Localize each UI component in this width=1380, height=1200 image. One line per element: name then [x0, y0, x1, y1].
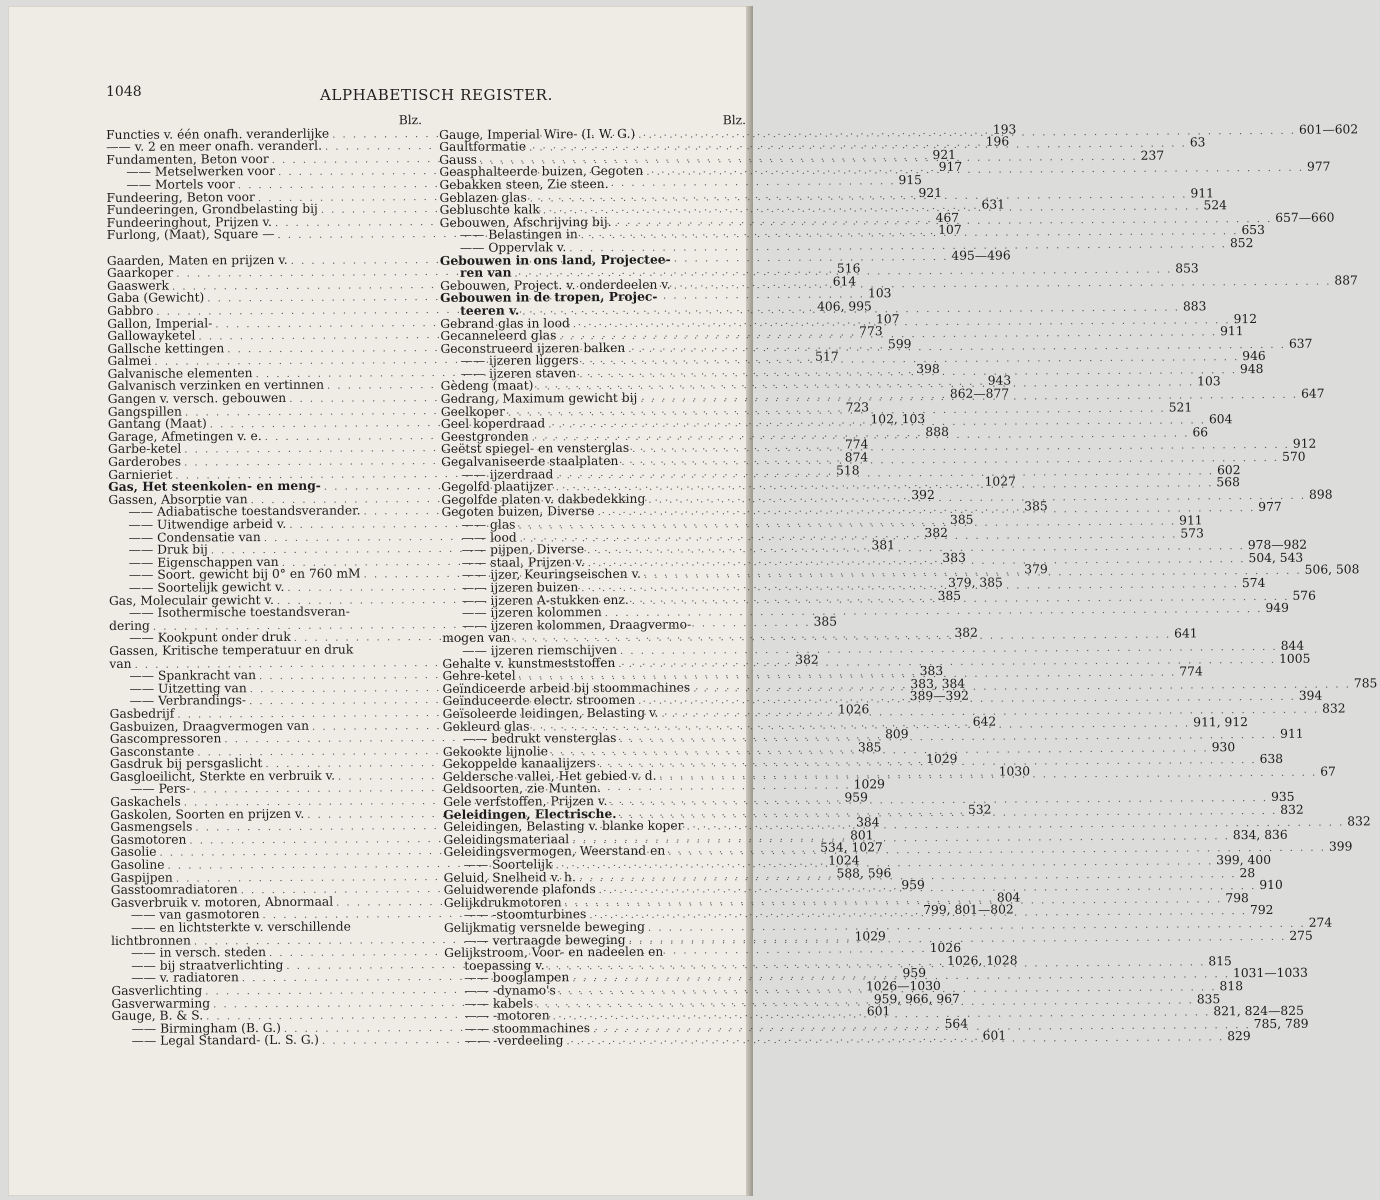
entry-page-ref: 495—496 — [951, 248, 1011, 263]
entry-page-ref: 785, 789 — [1253, 1016, 1309, 1031]
page-heading-label: Blz. — [722, 113, 747, 128]
entry-term: Garnieriet — [108, 467, 173, 482]
entry-term: Gallon, Imperial- — [107, 315, 213, 331]
entry-page-ref: 381 — [871, 538, 896, 553]
entry-term: —— Eigenschappen van — [128, 554, 279, 570]
entry-term: Gèdeng (maat) — [440, 378, 534, 394]
entry-term: Gaskachels — [110, 794, 181, 810]
entry-page-ref: 66 — [1192, 425, 1209, 440]
entry-page-ref: 406, 995 — [817, 299, 872, 314]
entry-page-ref: 978—982 — [1247, 537, 1308, 553]
entry-page-ref: 853 — [1175, 261, 1199, 276]
entry-page-ref: 1029 — [853, 777, 886, 792]
entry-term: teeren v. — [460, 302, 520, 318]
entry-term: Fundeering, Beton voor — [106, 189, 255, 205]
entry-page-ref: 67 — [1320, 764, 1336, 779]
entry-term: —— bij straatverlichting — [131, 957, 284, 973]
entry-page-ref: 946 — [1242, 349, 1266, 364]
entry-page-ref: 637 — [1288, 336, 1313, 351]
entry-page-ref: 948 — [1239, 361, 1264, 376]
entry-term: Gangen v. versch. gebouwen — [107, 390, 287, 407]
entry-page-ref: 570 — [1282, 449, 1306, 464]
entry-term: Gegoten buizen, Diverse — [441, 504, 595, 520]
entry-page-ref: 504, 543 — [1248, 550, 1304, 565]
entry-term: Gauss — [439, 152, 478, 167]
entry-term: —— Verbrandings- — [129, 693, 247, 709]
entry-term: —— ijzeren A-stukken enz. — [461, 592, 629, 608]
entry-page-ref: 604 — [1208, 412, 1233, 427]
entry-page-ref: 383 — [919, 664, 944, 679]
entry-term: van — [109, 656, 132, 671]
entry-term: —— ijzer, Keuringseischen v. — [461, 567, 642, 583]
entry-page-ref: 915 — [898, 172, 923, 188]
entry-term: Gegolfd plaatijzer — [441, 479, 553, 495]
entry-term: —— Oppervlak v. — [459, 240, 567, 255]
page-header — [106, 84, 746, 106]
entry-page-ref: 921 — [918, 185, 943, 200]
entry-term: Functies v. één onafh. veranderlijke — [106, 126, 330, 142]
entry-page-ref: 977 — [1306, 159, 1331, 175]
entry-page-ref: 107 — [875, 311, 900, 326]
entry-term: lichtbronnen — [110, 933, 191, 948]
entry-term: Gaarkoper — [106, 265, 174, 281]
entry-page-ref: 647 — [1300, 386, 1325, 401]
entry-page-ref: 773 — [859, 324, 883, 339]
entry-page-ref: 614 — [832, 274, 857, 289]
entry-term: Gebouwen, Project. v. onderdeelen v. — [439, 277, 671, 293]
entry-page-ref: 631 — [981, 197, 1006, 212]
entry-term: mogen van — [442, 630, 511, 646]
entry-term: Gasmotoren — [110, 832, 187, 847]
entry-term: —— ijzeren staven — [460, 366, 577, 381]
entry-page-ref: 653 — [1241, 223, 1265, 238]
entry-page-ref: 532 — [967, 802, 992, 817]
entry-term: —— ijzeren riemschijven — [462, 642, 618, 658]
entry-term: Gauge, B. & S. — [111, 1008, 204, 1024]
entry-term: Geleidingsvermogen, Weerstand en — [443, 844, 666, 860]
book-page — [8, 6, 1378, 1196]
entry-term: Gasconstante — [109, 744, 195, 759]
entry-page-ref: 821, 824—825 — [1213, 1003, 1304, 1019]
entry-term: —— Uitzetting van — [129, 680, 247, 696]
entry-term: Gebouwen in de tropen, Projec- — [440, 288, 658, 306]
entry-page-ref: 1026, 1028 — [947, 953, 1018, 968]
entry-term: Gelijkstroom, Voor- en nadeelen en — [444, 944, 664, 961]
entry-term: Gasolie — [110, 845, 157, 860]
entry-page-ref: 1030 — [998, 764, 1031, 779]
entry-page-ref: 524 — [1203, 198, 1228, 213]
entry-term: Gasverbruik v. motoren, Abnormaal — [110, 894, 334, 910]
entry-term: Gebrand glas in lood — [440, 315, 570, 331]
entry-term: —— glas — [461, 517, 516, 532]
entry-page-ref: 517 — [815, 349, 839, 364]
entry-term: Geïndiceerde arbeid bij stoommachines — [442, 680, 691, 696]
entry-term: Gaaswerk — [106, 278, 170, 293]
entry-term: Geluidwerende plafonds — [443, 882, 596, 898]
entry-term: toepassing v. — [464, 958, 545, 973]
entry-term: Gasstoomradiatoren — [110, 882, 238, 898]
entry-page-ref: 641 — [1174, 626, 1198, 641]
entry-term: Gehalte v. kunstmeststoffen — [442, 655, 616, 671]
entry-page-ref: 774 — [1179, 664, 1203, 679]
dot-leader — [629, 928, 1287, 948]
entry-term: —— Soort. gewicht bij 0° en 760 mM — [128, 566, 361, 583]
entry-term: —— Metselwerken voor — [126, 164, 276, 180]
entry-term: Gangspillen — [107, 404, 182, 419]
entry-term: Gasbedrijf — [109, 706, 175, 721]
entry-page-ref: 588, 596 — [836, 865, 892, 881]
entry-term: Geëtst spiegel- en vensterglas — [440, 441, 630, 457]
entry-page-ref: 943 — [987, 373, 1012, 389]
entry-page-ref: 921 — [932, 147, 956, 162]
entry-term: Gekleurd glas — [442, 718, 530, 734]
entry-page-ref: 844 — [1280, 638, 1305, 653]
entry-term: Gecanneleerd glas — [440, 328, 557, 344]
entry-term: Fundeeringhout, Prijzen v. — [106, 214, 272, 230]
entry-term: —— ijzeren liggers — [460, 353, 579, 369]
entry-page-ref: 274 — [1308, 915, 1333, 930]
entry-page-ref: 912 — [1292, 437, 1317, 452]
entry-page-ref: 576 — [1292, 588, 1316, 603]
entry-term: —— Uitwendige arbeid v. — [128, 516, 287, 532]
dot-leader — [674, 276, 1332, 293]
entry-page-ref: 723 — [845, 400, 870, 415]
entry-page-ref: 568 — [1216, 475, 1240, 490]
entry-term: Gantang (Maat) — [107, 416, 207, 432]
entry-term: Geldersche vallei, Het gebied v. d. — [442, 768, 657, 784]
entry-term: Gallowayketel — [107, 328, 196, 344]
entry-term: Geasphalteerde buizen, Gegoten — [439, 164, 644, 180]
entry-page-ref: 930 — [1211, 739, 1236, 754]
entry-term: Galmei — [107, 354, 152, 369]
entry-term: —— Soortelijk gewicht v. — [128, 579, 285, 595]
entry-page-ref: 389—392 — [909, 689, 970, 704]
entry-page-ref: 196 — [985, 134, 1010, 149]
entry-term: dering — [109, 618, 150, 633]
entry-page-ref: 959 — [844, 790, 868, 805]
entry-term: Gebluschte kalk — [439, 202, 540, 218]
entry-page-ref: 382 — [954, 626, 978, 641]
entry-page-ref: 809 — [884, 727, 909, 742]
entry-page-ref: 193 — [992, 122, 1017, 137]
entry-term: Gegalvaniseerde staalplaten — [441, 453, 619, 470]
entry-page-ref: 818 — [1219, 979, 1244, 994]
entry-page-ref: 911 — [1179, 513, 1203, 528]
entry-term: —— Legal Standard- (L. S. G.) — [131, 1033, 320, 1049]
entry-page-ref: 28 — [1239, 865, 1256, 880]
page-number: 1048 — [106, 84, 142, 100]
entry-term: Geel koperdraad — [440, 416, 546, 432]
entry-term: Gaspijpen — [110, 870, 173, 885]
entry-term: —— ijzeren buizen — [461, 580, 579, 595]
entry-page-ref: 385 — [1024, 499, 1048, 514]
entry-term: Gasgloeilicht, Sterkte en verbruik v. — [109, 768, 336, 784]
entry-page-ref: 799, 801—802 — [923, 902, 1014, 918]
entry-page-ref: 887 — [1334, 273, 1358, 288]
entry-page-ref: 516 — [836, 261, 861, 276]
entry-term: Gasdruk bij persgaslicht — [109, 756, 263, 772]
entry-page-ref: 804 — [996, 890, 1021, 905]
entry-term: —— ijzerdraad — [461, 466, 554, 482]
entry-term: Gauge, Imperial Wire- (I. W. G.) — [439, 126, 636, 142]
entry-term: —— bedrukt vensterglas — [462, 731, 617, 746]
entry-term: Gegolfde platen v. dakbedekking — [441, 491, 646, 507]
entry-page-ref: 564 — [944, 1016, 969, 1031]
entry-page-ref: 385 — [949, 512, 974, 527]
entry-term: ren van — [459, 264, 512, 280]
entry-page-ref: 801 — [850, 828, 874, 843]
entry-term: —— Belastingen in — [459, 227, 578, 243]
entry-term: Gasmengsels — [110, 819, 193, 835]
entry-term: Gasverlichting — [111, 983, 203, 998]
dot-leader — [659, 768, 1317, 785]
entry-page-ref: 599 — [887, 336, 912, 351]
entry-term: Garage, Afmetingen v. e. — [107, 428, 262, 444]
entry-page-ref: 835 — [1196, 991, 1221, 1006]
entry-term: Gasoline — [110, 857, 165, 873]
entry-term: Gaskolen, Soorten en prijzen v. — [110, 806, 305, 822]
entry-term: —— Soortelijk — [463, 857, 553, 872]
entry-term: —— stoommachines — [464, 1020, 591, 1036]
entry-page-ref: 384 — [856, 815, 880, 830]
entry-page-ref: 383 — [942, 550, 966, 565]
entry-term: —— Kookpunt onder druk — [129, 630, 291, 646]
entry-term: —— in versch. steden — [131, 945, 267, 961]
entry-term: Gekookte lijnolie — [442, 744, 549, 759]
dot-leader — [605, 604, 1263, 621]
entry-page-ref: 911 — [1280, 726, 1304, 741]
entry-term: Gassen, Absorptie van — [108, 491, 248, 507]
entry-page-ref: 1005 — [1279, 651, 1311, 666]
entry-term: —— kabels — [464, 996, 534, 1011]
entry-term: Gaarden, Maten en prijzen v. — [106, 252, 288, 268]
entry-page-ref: 521 — [1168, 400, 1193, 415]
entry-page-ref: 949 — [1265, 600, 1289, 616]
entry-page-ref: 832 — [1347, 814, 1371, 829]
entry-page-ref: 602 — [1217, 462, 1241, 477]
entry-term: Gelijkmatig versnelde beweging — [443, 919, 646, 935]
entry-term: —— en lichtsterkte v. verschillende — [130, 919, 351, 935]
entry-term: Gehre-ketel — [442, 668, 516, 684]
entry-term: —— ijzeren kolommen — [461, 605, 602, 621]
entry-term: —— pijpen, Diverse — [461, 542, 585, 558]
entry-term: Garbe-ketel — [107, 441, 182, 457]
entry-page-ref: 1029 — [854, 928, 886, 944]
entry-page-ref: 829 — [1227, 1029, 1251, 1044]
entry-page-ref: 657—660 — [1275, 210, 1335, 225]
entry-term: Gas, Moleculair gewicht v. — [108, 592, 274, 608]
entry-page-ref: 107 — [938, 223, 962, 238]
entry-page-ref: 883 — [1182, 299, 1207, 314]
entry-term: Galvanische elementen — [107, 365, 253, 381]
entry-term: Geleidingen, Belasting v. blanke koper — [443, 818, 684, 835]
entry-term: —— van gasmotoren — [130, 907, 260, 923]
entry-term: Gebouwen, Afschrijving bij. — [439, 214, 612, 230]
entry-page-ref: 959, 966, 967 — [873, 991, 960, 1006]
entry-page-ref: 1026 — [929, 940, 962, 956]
entry-term: —— lood — [461, 530, 517, 545]
entry-page-ref: 601 — [866, 1004, 891, 1019]
entry-page-ref: 912 — [1233, 311, 1258, 326]
entry-page-ref: 898 — [1308, 487, 1333, 502]
entry-page-ref: 382 — [795, 652, 819, 667]
entry-page-ref: 275 — [1289, 928, 1313, 943]
entry-page-ref: 852 — [1229, 235, 1254, 251]
entry-page-ref: 911 — [1190, 185, 1214, 200]
entry-term: —— ijzeren kolommen, Draagvermo- — [462, 617, 692, 633]
entry-term: —— Druk bij — [128, 542, 208, 558]
entry-page-ref: 910 — [1259, 878, 1283, 893]
entry-page-ref: 103 — [867, 286, 892, 301]
entry-page-ref: 1031—1033 — [1232, 966, 1308, 981]
entry-page-ref: 102, 103 — [870, 412, 926, 427]
entry-page-ref: 792 — [1249, 903, 1274, 918]
entry-page-ref: 815 — [1208, 953, 1232, 969]
entry-term: Gekoppelde kanaalijzers — [442, 756, 596, 772]
entry-page-ref: 379, 385 — [948, 575, 1003, 590]
entry-page-ref: 785 — [1353, 675, 1378, 691]
entry-page-ref: 574 — [1241, 575, 1266, 591]
entry-page-ref: 935 — [1271, 789, 1295, 804]
page-title: ALPHABETISCH REGISTER. — [320, 86, 553, 104]
entry-page-ref: 399 — [1328, 839, 1353, 855]
entry-term: —— v. radiatoren — [131, 970, 239, 986]
entry-term: Geïnduceerde electr. stroomen — [442, 693, 636, 709]
entry-page-ref: 977 — [1258, 500, 1282, 515]
entry-page-ref: 638 — [1259, 752, 1284, 767]
entry-page-ref: 601—602 — [1298, 121, 1359, 137]
entry-page-ref: 1027 — [984, 474, 1016, 489]
entry-page-ref: 467 — [935, 210, 960, 225]
entry-page-ref: 1026—1030 — [865, 978, 941, 994]
entry-term: Gedrang, Maximum gewicht bij — [440, 390, 638, 407]
entry-page-ref: 237 — [1140, 148, 1165, 163]
entry-term: Gaultformatie — [439, 139, 527, 155]
entry-page-ref: 834, 836 — [1232, 827, 1288, 843]
entry-page-ref: 392 — [911, 487, 935, 502]
entry-term: Gabbro — [107, 303, 154, 318]
entry-term: Gas, Het steenkolen- en meng- — [108, 477, 321, 495]
entry-term: Geblazen glas — [439, 190, 527, 205]
entry-page-ref: 959 — [901, 878, 925, 893]
entry-term: Gaba (Gewicht) — [107, 290, 205, 306]
entry-term: Fundamenten, Beton voor — [106, 151, 269, 167]
page-heading-label: Blz. — [398, 113, 423, 128]
entry-page-ref: 1024 — [828, 853, 860, 868]
entry-term: Geelkoper — [440, 404, 506, 419]
entry-page-ref: 394 — [1298, 688, 1323, 704]
entry-term: Geleidingen, Electrische. — [443, 805, 617, 822]
entry-page-ref: 518 — [836, 463, 860, 478]
entry-page-ref: 911, 912 — [1193, 714, 1249, 729]
entry-page-ref: 832 — [1322, 701, 1346, 716]
entry-term: Gassen, Kritische temperatuur en druk — [109, 642, 354, 658]
entry-page-ref: 382 — [924, 525, 949, 540]
entry-page-ref: 1029 — [926, 752, 958, 767]
entry-page-ref: 774 — [844, 437, 869, 452]
entry-page-ref: 506, 508 — [1304, 562, 1360, 578]
entry-term: —— v. 2 en meer onafh. veranderl. — [106, 138, 323, 155]
entry-term: Geldsoorten, zie Munten. — [443, 781, 602, 797]
entry-term: Fundeeringen, Grondbelasting bij — [106, 201, 318, 218]
entry-term: —— Pers- — [130, 781, 191, 797]
entry-term: —— Mortels voor — [126, 177, 235, 192]
entry-page-ref: 1026 — [837, 702, 870, 717]
entry-term: —— -dynamo's — [464, 983, 556, 998]
entry-term: Galvanisch verzinken en vertinnen — [107, 378, 325, 394]
entry-term: Gasbuizen, Draagvermogen van — [109, 718, 310, 734]
entry-term: —— booglampen — [464, 970, 570, 986]
entry-page-ref: 917 — [938, 160, 963, 175]
entry-page-ref: 888 — [925, 424, 949, 439]
entry-term: Gallsche kettingen — [107, 340, 225, 356]
entry-term: Geïsoleerde leidingen, Belasting v. — [442, 705, 659, 721]
entry-page-ref: 399, 400 — [1216, 852, 1272, 868]
entry-page-ref: 874 — [844, 450, 869, 465]
entry-page-ref: 383, 384 — [910, 676, 966, 691]
entry-term: Geleidingsmateriaal — [443, 832, 570, 847]
entry-page-ref: 601 — [982, 1028, 1007, 1044]
entry-page-ref: 573 — [1180, 525, 1204, 541]
entry-term: Geestgronden — [440, 429, 529, 444]
entry-term: —— -stoomturbines — [463, 907, 587, 923]
entry-page-ref: 398 — [916, 361, 940, 376]
entry-page-ref: 911 — [1220, 324, 1244, 339]
entry-page-ref: 385 — [813, 614, 838, 629]
entry-page-ref: 862—877 — [949, 386, 1010, 401]
entry-page-ref: 959 — [902, 966, 927, 981]
entry-term: Gebakken steen, Zie steen. — [439, 176, 609, 192]
entry-term: —— -verdeeling — [464, 1033, 564, 1049]
entry-page-ref: 534, 1027 — [820, 840, 883, 856]
entry-term: —— staal, Prijzen v. — [461, 554, 585, 570]
entry-term: —— Birmingham (B. G.) — [131, 1020, 281, 1036]
dot-leader — [646, 160, 1304, 180]
entry-term: Gelijkdrukmotoren — [443, 895, 562, 910]
entry-term: Garderobes — [108, 454, 182, 470]
entry-term: —— -motoren — [464, 1008, 550, 1024]
entry-term: —— Condensatie van — [128, 529, 261, 545]
entry-term: Gebouwen in ons land, Projectee- — [439, 251, 671, 268]
entry-term: Furlong, (Maat), Square — — [106, 227, 275, 243]
entry-term: —— Spankracht van — [129, 668, 257, 683]
entry-page-ref: 832 — [1280, 802, 1304, 817]
entry-page-ref: 798 — [1225, 890, 1249, 906]
entry-page-ref: 642 — [972, 714, 997, 729]
entry-term: Gascompressoren — [109, 731, 222, 747]
entry-term: —— vertraagde beweging — [463, 932, 626, 948]
entry-page-ref: 385 — [937, 588, 962, 603]
entry-page-ref: 63 — [1189, 135, 1206, 150]
entry-term: —— Adiabatische toestandsverander. — [128, 503, 361, 520]
entry-term: Gele verfstoffen, Prijzen v. — [443, 794, 608, 810]
entry-page-ref: 385 — [857, 739, 882, 755]
entry-term: Geluid, Snelheid v. h. — [443, 869, 576, 885]
entry-term: Gasverwarming — [111, 995, 211, 1011]
entry-page-ref: 379 — [1024, 562, 1048, 577]
entry-term: —— Isothermische toestandsveran- — [128, 604, 350, 621]
entry-page-ref: 103 — [1197, 374, 1221, 389]
entry-term: Geconstrueerd ijzeren balken — [440, 340, 626, 356]
dot-leader — [566, 1033, 1224, 1050]
